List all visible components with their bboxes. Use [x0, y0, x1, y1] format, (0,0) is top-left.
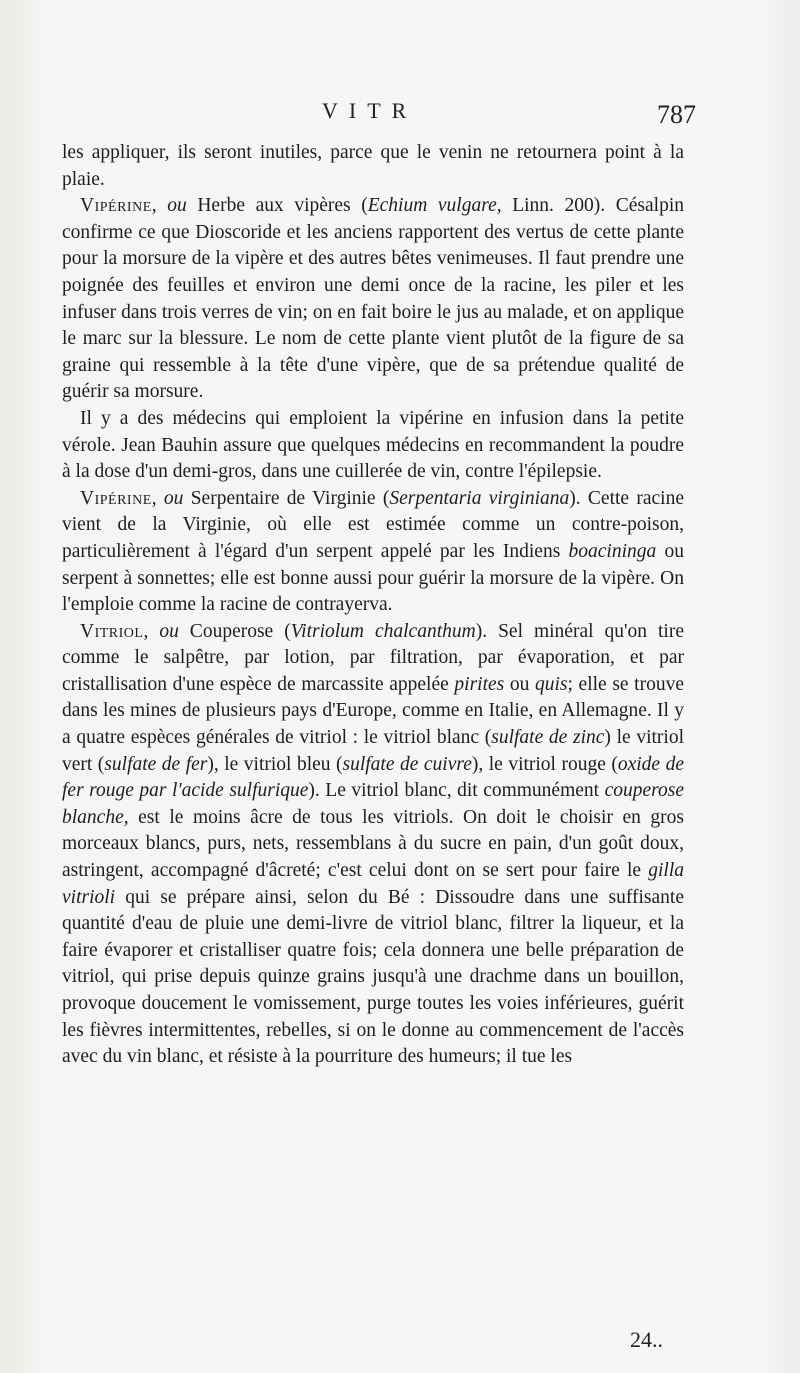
- text-run: qui se prépare ainsi, selon du Bé : Dissoudre dans une suffisante quantité d'eau de pluie une demi-livre de vitriol blanc, filtrer la liqueur, et la faire évaporer et cristalliser quatre fois; cela donnera une belle préparation de vitriol, qui prise depuis quinze grains jusqu'à une drachme dans un bouillon, provoque doucement le vomissement, purge toutes les voies inférieures, guérit les fièvres intermittentes, rebelles, si on le donne au commencement de l'accès avec du vin blanc, et résiste à la pourriture des humeurs; il tue les: [62, 886, 684, 1068]
- paragraph: [62, 140, 684, 193]
- text-run: les appliquer, ils seront inutiles, parce que le venin ne retournera point à la plaie.: [62, 142, 684, 190]
- text-run: Herbe aux vipères (: [186, 195, 368, 217]
- text-run: Couperose (: [178, 620, 291, 642]
- text-run: ), le vitriol bleu (: [207, 753, 343, 775]
- page-header: [62, 98, 696, 138]
- italic-text: sulfate de fer: [104, 753, 208, 775]
- paragraph: [62, 193, 684, 406]
- page-number: 787: [657, 100, 696, 129]
- paragraph: [62, 486, 684, 619]
- italic-text: pirites: [454, 673, 505, 695]
- text-run: ), le vitriol rouge (: [471, 753, 618, 775]
- text-run: Serpentaire de Virginie (: [183, 487, 390, 509]
- text-run: ). Le vitriol blanc, dit communément: [308, 780, 605, 802]
- italic-text: gilla vitrioli: [62, 860, 684, 908]
- italic-text: Echium vulgare,: [367, 195, 502, 217]
- entry-headword: Vipérine: [80, 487, 152, 509]
- italic-text: sulfate de cuivre: [342, 753, 472, 775]
- running-head: VITR: [322, 98, 418, 123]
- text-run: ,: [151, 487, 164, 509]
- italic-text: couperose blanche,: [62, 780, 684, 828]
- paragraph: [62, 406, 684, 486]
- italic-text: Vitriolum chalcanthum: [290, 620, 476, 642]
- signature-mark: 24..: [630, 1327, 663, 1352]
- text-run: ; elle se trouve dans les mines de plusieurs pays d'Europe, comme en Italie, en Allemagne. Il y a quatre espèces générales de vitriol : le vitriol blanc (: [62, 673, 685, 749]
- text-run: ) le vitriol vert (: [62, 727, 684, 775]
- entry-headword: Vipérine: [80, 195, 152, 217]
- italic-text: ou: [167, 195, 187, 217]
- body-text: [62, 140, 684, 1071]
- italic-text: sulfate de zinc: [491, 727, 605, 749]
- text-run: Linn. 200). Césalpin confirme ce que Dioscoride et les anciens rapportent des vertus de cette plante pour la morsure de la vipère et des autres bêtes venimeuses. Il faut prendre une poignée des feuilles et environ une demi once de la racine, les piler et les infuser dans trois verres de vin; on en fait boire le jus au malade, et on applique le marc sur la blessure. Le nom de cette plante vient plutôt de la figure de sa graine qui ressemble à la tête d'une vipère, que de sa prétendue qualité de guérir sa morsure.: [62, 195, 684, 403]
- text-run: ou: [504, 673, 535, 695]
- text-run: est le moins âcre de tous les vitriols. On doit le choisir en gros morceaux blancs, purs, nets, ressemblans à du sucre en pain, d'un goût doux, astringent, accompagné d'âcreté; c'est celui dont on se sert pour faire le: [62, 806, 684, 882]
- text-run: Il y a des médecins qui emploient la vipérine en infusion dans la petite vérole. Jean Bauhin assure que quelques médecins en recommandent la poudre à la dose d'un demi-gros, dans une cuillerée de vin, contre l'épilepsie.: [62, 407, 684, 483]
- paragraph: [62, 619, 684, 1071]
- text-run: ). Sel minéral qu'on tire comme le salpêtre, par lotion, par filtration, par évaporation, et par cristallisation d'une espèce de marcassite appelée: [62, 620, 684, 695]
- text-run: ,: [143, 620, 160, 642]
- italic-text: quis: [535, 673, 568, 695]
- italic-text: Serpentaria virginiana: [389, 487, 570, 509]
- italic-text: ou: [159, 620, 179, 642]
- italic-text: ou: [163, 487, 184, 509]
- italic-text: boacininga: [568, 540, 657, 562]
- entry-headword: Vitriol: [80, 620, 144, 642]
- text-run: ou serpent à sonnettes; elle est bonne aussi pour guérir la morsure de la vipère. On l'emploie comme la racine de contrayerva.: [62, 540, 684, 616]
- italic-text: oxide de fer rouge par l'acide sulfurique: [62, 753, 684, 802]
- text-run: ,: [151, 195, 168, 217]
- text-run: ). Cette racine vient de la Virginie, où elle est estimée comme un contre-poison, particulièrement à l'égard d'un serpent appelé par les Indiens: [62, 487, 684, 562]
